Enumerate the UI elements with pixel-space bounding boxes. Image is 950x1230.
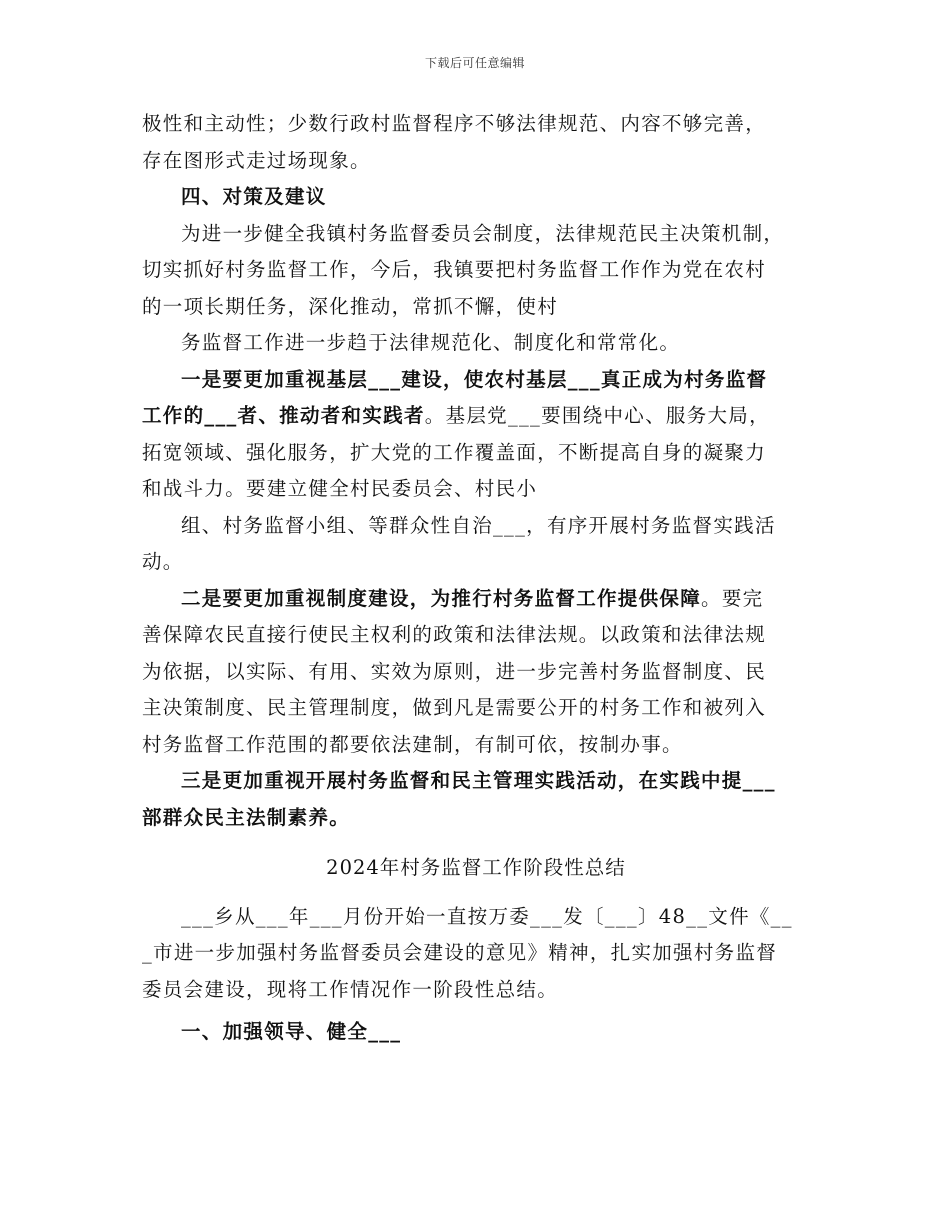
text-line: 委员会建设，现将工作情况作一阶段性总结。 [142, 977, 559, 1001]
text-line: 务监督工作进一步趋于法律规范化、制度化和常常化。 [181, 331, 681, 354]
text-line-mixed [142, 581, 810, 618]
text-line: 村务监督工作范围的都要依法建制，有制可依，按制办事。 [142, 732, 683, 756]
text-line: 善保障农民直接行使民主权利的政策和法律法规。以政策和法律法规 [142, 623, 767, 646]
text-line: 的一项长期任务，深化推动，常抓不懈，使村 [142, 294, 559, 318]
text-line: 主决策制度、民主管理制度，做到凡是需要公开的村务工作和被列入 [142, 696, 767, 719]
text-line-bold: 三是更加重视开展村务监督和民主管理实践活动，在实践中提___ [181, 769, 776, 792]
document-title: 2024年村务监督工作阶段性总结 [326, 856, 626, 879]
text-line-bold: 一是要更加重视基层___建设，使农村基层___真正成为村务监督 [181, 367, 768, 391]
page-header: 下载后可任意编辑 [424, 56, 525, 70]
text-line: 为进一步健全我镇村务监督委员会制度，法律规范民主决策机制， [181, 221, 785, 245]
text-line: 切实抓好村务监督工作，今后，我镇要把村务监督工作作为党在农村 [142, 258, 767, 281]
text-line: 组、村务监督小组、等群众性自治___，有序开展村务监督实践活 [181, 513, 776, 537]
section-heading-1: 一、加强领导、健全___ [181, 1020, 402, 1043]
text-line: 存在图形式走过场现象。 [142, 148, 371, 172]
text-line: ___乡从___年___月份开始一直按万委___发〔___〕48__文件《__ [181, 904, 793, 928]
text-line: 和战斗力。要建立健全村民委员会、村民小 [142, 477, 538, 500]
text-line: 动。 [142, 550, 184, 573]
normal-segment: 。基层党___要围绕中心、服务大局， [424, 404, 770, 427]
text-line: 拓宽领域、强化服务，扩大党的工作覆盖面，不断提高自身的凝聚力 [142, 440, 767, 464]
section-heading-4: 四、对策及建议 [181, 185, 327, 208]
text-line: 为依据，以实际、有用、实效为原则，进一步完善村务监督制度、民 [142, 659, 767, 683]
text-line-bold: 部群众民主法制素养。 [142, 805, 351, 829]
text-line: 极性和主动性；少数行政村监督程序不够法律规范、内容不够完善， [142, 112, 767, 135]
text-line: _市进一步加强村务监督委员会建设的意见》精神，扎实加强村务监督 [142, 941, 778, 964]
bold-segment: 工作的___者、推动者和实践者 [142, 404, 425, 427]
document-body [142, 106, 810, 1051]
normal-segment: 。要完 [701, 586, 764, 610]
bold-segment: 二是要更加重视制度建设，为推行村务监督工作提供保障 [181, 586, 702, 610]
text-line-mixed [142, 398, 810, 435]
